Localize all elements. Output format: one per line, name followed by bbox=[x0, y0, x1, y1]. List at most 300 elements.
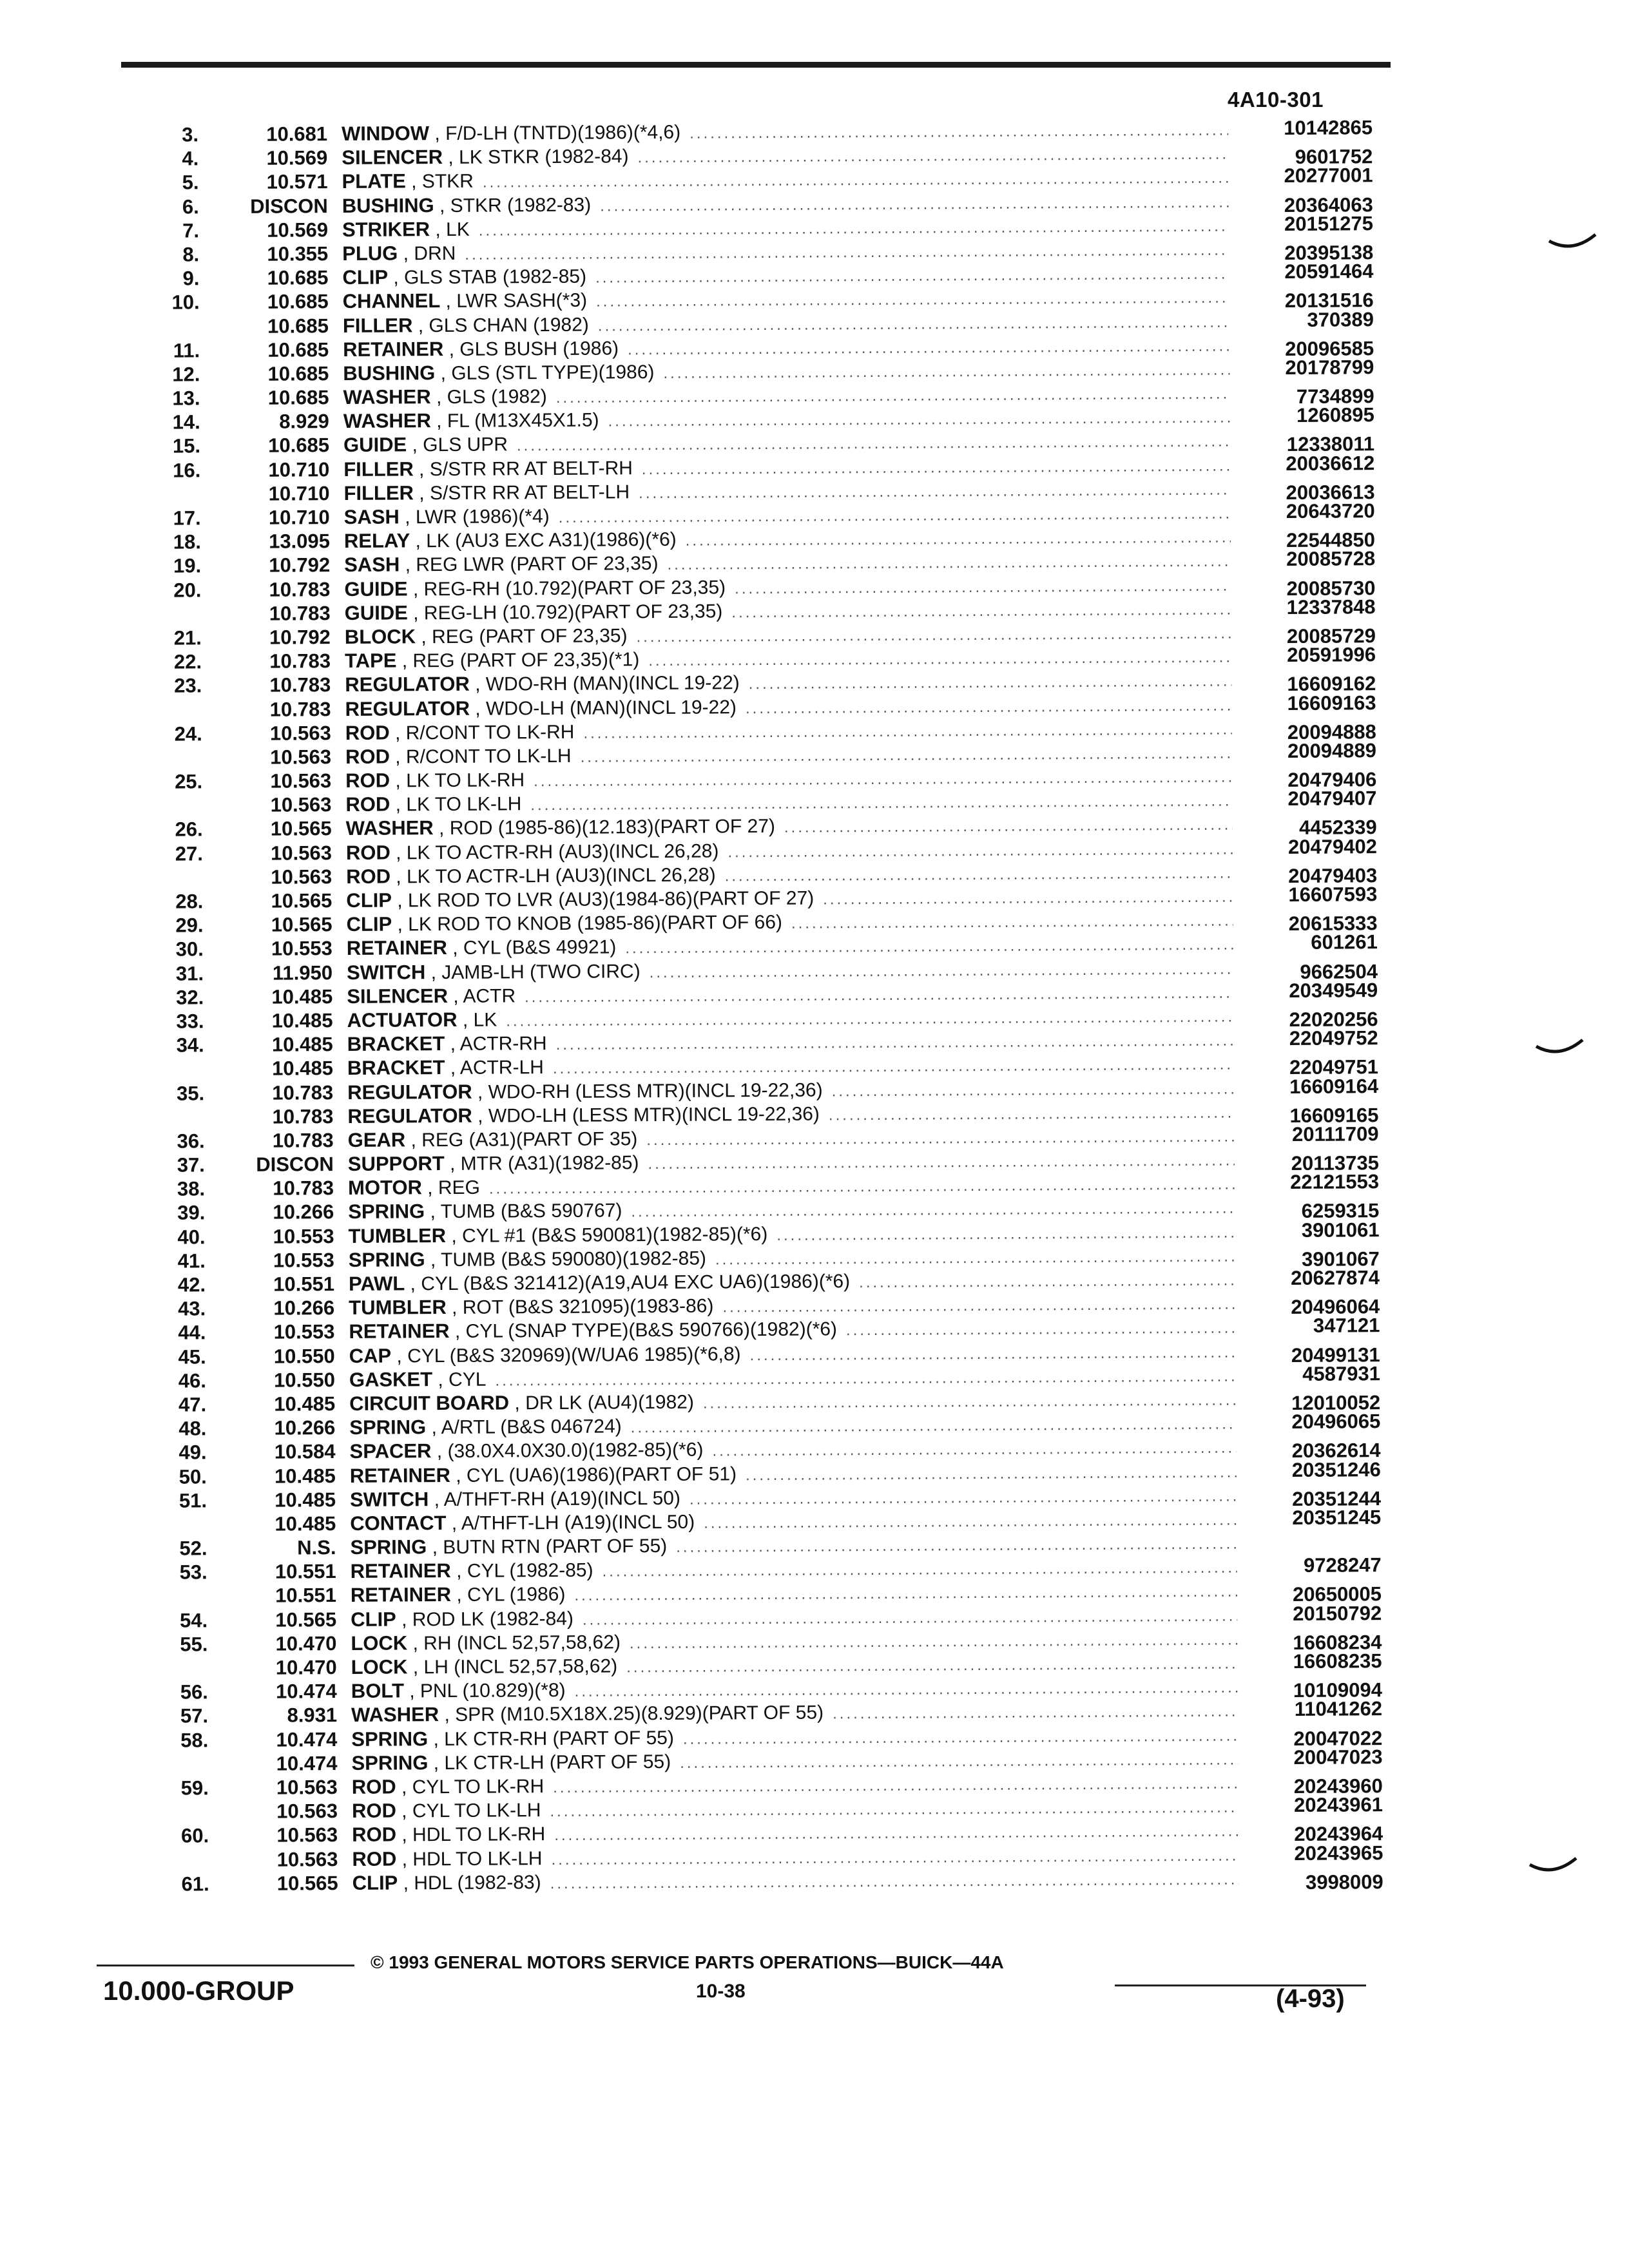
part-description bbox=[349, 1414, 622, 1439]
part-description bbox=[345, 648, 639, 673]
ref-number: 49. bbox=[178, 1441, 207, 1464]
part-name: REGULATOR bbox=[347, 1080, 472, 1104]
group-number: 10.565 bbox=[270, 817, 332, 841]
ref-number: 33. bbox=[176, 1010, 204, 1033]
group-number: 10.551 bbox=[275, 1584, 337, 1608]
part-description bbox=[343, 408, 599, 433]
binder-tick-mark bbox=[1527, 1856, 1579, 1881]
part-name: CIRCUIT BOARD bbox=[349, 1391, 510, 1415]
part-name: CLIP bbox=[342, 265, 389, 289]
dot-leader bbox=[650, 960, 1234, 982]
dot-leader bbox=[829, 1104, 1235, 1124]
part-name: FILLER bbox=[343, 457, 414, 481]
part-description bbox=[342, 265, 586, 289]
dot-leader bbox=[517, 433, 1230, 456]
part-number: 20351244 bbox=[1292, 1486, 1382, 1510]
part-description bbox=[348, 1176, 480, 1200]
part-qualifier: , CYL (1982-85) bbox=[450, 1559, 593, 1582]
dot-leader bbox=[832, 1080, 1235, 1100]
part-number: 20395138 bbox=[1284, 241, 1374, 264]
dot-leader bbox=[680, 1751, 1239, 1772]
part-name: CAP bbox=[349, 1344, 392, 1367]
part-qualifier: , CYL #1 (B&S 590081)(1982-85)(*6) bbox=[445, 1223, 768, 1247]
part-qualifier: , ROT (B&S 321095)(1983-86) bbox=[446, 1295, 714, 1319]
ref-number: 41. bbox=[177, 1249, 206, 1273]
ref-number bbox=[132, 620, 202, 621]
part-description bbox=[348, 1151, 639, 1176]
dot-leader bbox=[559, 505, 1231, 527]
dot-leader bbox=[712, 1439, 1236, 1461]
dot-leader bbox=[639, 481, 1231, 503]
dot-leader bbox=[583, 1607, 1237, 1629]
ref-number: 39. bbox=[177, 1201, 206, 1225]
group-number: 10.565 bbox=[276, 1871, 338, 1895]
group-number: 10.553 bbox=[273, 1224, 334, 1248]
group-number: 10.563 bbox=[269, 721, 331, 745]
part-qualifier: , GLS (1982) bbox=[430, 386, 547, 408]
part-number: 16609165 bbox=[1289, 1103, 1379, 1127]
part-description bbox=[351, 1678, 566, 1703]
part-qualifier: , REG LWR (PART OF 23,35) bbox=[400, 553, 659, 576]
ref-number: 21. bbox=[173, 626, 202, 649]
group-number: 10.563 bbox=[271, 865, 333, 889]
part-qualifier: , FL (M13X45X1.5) bbox=[430, 409, 599, 432]
ref-number: 3. bbox=[182, 123, 199, 146]
part-description bbox=[349, 1318, 837, 1344]
dot-leader bbox=[553, 1056, 1234, 1078]
group-number: 10.470 bbox=[275, 1656, 337, 1679]
ref-number bbox=[137, 1531, 207, 1532]
part-name: REGULATOR bbox=[345, 673, 470, 697]
dot-leader bbox=[506, 1008, 1233, 1030]
group-number: 10.685 bbox=[267, 386, 329, 409]
ref-number: 48. bbox=[178, 1417, 207, 1440]
part-description bbox=[345, 793, 521, 817]
part-description bbox=[352, 1774, 545, 1799]
part-qualifier: , LK ROD TO LVR (AU3)(1984-86)(PART OF 27) bbox=[391, 887, 815, 912]
part-name: BUSHING bbox=[342, 193, 434, 217]
part-description bbox=[351, 1701, 824, 1727]
part-name: RETAINER bbox=[350, 1583, 452, 1607]
ref-number: 46. bbox=[178, 1369, 207, 1392]
dot-leader bbox=[608, 409, 1230, 431]
group-number: 10.685 bbox=[267, 338, 329, 361]
part-number: 9728247 bbox=[1303, 1553, 1382, 1577]
ref-number bbox=[133, 764, 202, 765]
dot-leader bbox=[550, 1870, 1239, 1893]
part-name: GUIDE bbox=[344, 601, 408, 624]
part-description bbox=[348, 1222, 767, 1248]
part-number: 1260895 bbox=[1296, 403, 1374, 427]
ref-number bbox=[133, 812, 203, 813]
dot-leader bbox=[725, 864, 1233, 885]
ref-number: 55. bbox=[180, 1633, 208, 1656]
ref-number: 52. bbox=[179, 1537, 207, 1560]
part-name: BLOCK bbox=[344, 625, 416, 648]
ref-number: 36. bbox=[177, 1129, 205, 1153]
part-number: 20362614 bbox=[1291, 1439, 1381, 1463]
part-description bbox=[344, 528, 677, 553]
part-number: 3901067 bbox=[1302, 1247, 1380, 1271]
part-description bbox=[342, 193, 592, 217]
part-description bbox=[345, 624, 628, 649]
dot-leader bbox=[553, 1774, 1239, 1796]
part-number: 20096585 bbox=[1285, 336, 1374, 360]
part-number: 20627874 bbox=[1290, 1266, 1380, 1290]
ref-number: 27. bbox=[175, 841, 204, 865]
group-number: 10.474 bbox=[276, 1751, 338, 1775]
part-qualifier: , REG (PART OF 23,35)(*1) bbox=[396, 649, 640, 672]
part-name: ROD bbox=[346, 865, 391, 888]
part-description bbox=[347, 1078, 823, 1104]
part-qualifier: , GLS CHAN (1982) bbox=[412, 314, 589, 336]
part-number: 20178799 bbox=[1285, 356, 1374, 379]
ref-number: 45. bbox=[178, 1345, 206, 1369]
part-description bbox=[347, 984, 516, 1008]
ref-number: 43. bbox=[178, 1297, 206, 1320]
dot-leader bbox=[746, 1463, 1237, 1485]
ref-number: 57. bbox=[180, 1704, 209, 1727]
ref-number: 17. bbox=[173, 506, 201, 530]
part-name: BOLT bbox=[351, 1679, 405, 1703]
part-name: ROD bbox=[352, 1823, 397, 1847]
dot-leader bbox=[676, 1535, 1237, 1557]
part-number: 3901061 bbox=[1301, 1218, 1380, 1242]
part-description bbox=[346, 814, 775, 840]
group-number: 10.783 bbox=[272, 1081, 334, 1104]
part-name: SWITCH bbox=[346, 960, 426, 984]
dot-leader bbox=[628, 337, 1229, 359]
part-description bbox=[347, 1008, 497, 1032]
part-description bbox=[346, 910, 782, 936]
part-qualifier: , LK ROD TO KNOB (1985-86)(PART OF 66) bbox=[392, 912, 783, 936]
group-number: 10.563 bbox=[276, 1800, 338, 1823]
ref-number: 7. bbox=[182, 219, 200, 242]
ref-number: 13. bbox=[172, 387, 200, 410]
dot-leader bbox=[646, 1128, 1234, 1149]
group-number: N.S. bbox=[297, 1536, 336, 1559]
part-description bbox=[349, 1367, 487, 1391]
ref-number: 6. bbox=[182, 195, 199, 218]
part-qualifier: , SPR (M10.5X18X.25)(8.929)(PART OF 55) bbox=[439, 1702, 824, 1726]
part-number: 20094888 bbox=[1287, 720, 1376, 744]
dot-leader bbox=[735, 577, 1231, 598]
part-description bbox=[352, 1870, 541, 1895]
ref-number bbox=[133, 884, 203, 885]
part-name: TUMBLER bbox=[349, 1296, 447, 1320]
part-name: TUMBLER bbox=[348, 1224, 447, 1247]
group-number: 10.485 bbox=[274, 1392, 336, 1416]
header-rule bbox=[121, 62, 1391, 68]
part-number: 20150792 bbox=[1293, 1601, 1382, 1625]
part-name: LOCK bbox=[351, 1655, 408, 1678]
part-number: 10142865 bbox=[1284, 116, 1373, 140]
group-number: 10.783 bbox=[272, 1128, 334, 1152]
part-number: 20479407 bbox=[1287, 787, 1377, 811]
part-qualifier: , ACTR-RH bbox=[445, 1033, 547, 1055]
group-number: 10.565 bbox=[271, 913, 333, 936]
part-name: SPRING bbox=[350, 1535, 427, 1559]
part-number: 3998009 bbox=[1305, 1870, 1383, 1894]
dot-leader bbox=[722, 1296, 1235, 1317]
dot-leader bbox=[731, 601, 1231, 622]
part-number: 22121553 bbox=[1290, 1170, 1380, 1194]
part-description bbox=[349, 1294, 713, 1320]
part-description bbox=[351, 1654, 618, 1679]
dot-leader bbox=[596, 289, 1229, 311]
group-number: 10.563 bbox=[270, 841, 333, 865]
dot-leader bbox=[689, 122, 1228, 143]
part-description bbox=[345, 671, 740, 697]
group-number: 10.553 bbox=[273, 1320, 335, 1344]
date-code: (4-93) bbox=[1276, 1984, 1345, 2013]
group-number: 10.470 bbox=[275, 1631, 337, 1655]
part-qualifier: , CYL bbox=[432, 1369, 487, 1390]
part-number: 12010052 bbox=[1291, 1391, 1381, 1414]
part-name: ACTUATOR bbox=[347, 1008, 458, 1032]
group-number: 10.485 bbox=[275, 1512, 336, 1535]
ref-number: 5. bbox=[182, 171, 199, 194]
part-qualifier: , ROD LK (1982-84) bbox=[396, 1608, 574, 1631]
part-qualifier: , LWR SASH(*3) bbox=[440, 289, 588, 312]
part-name: CLIP bbox=[346, 889, 392, 912]
group-number: 10.569 bbox=[266, 146, 328, 169]
part-qualifier: , LK bbox=[457, 1009, 497, 1031]
group-number: DISCON bbox=[256, 1153, 334, 1176]
group-number: 10.783 bbox=[269, 697, 331, 721]
part-description bbox=[345, 720, 575, 744]
dot-leader bbox=[465, 242, 1229, 264]
dot-leader bbox=[846, 1320, 1236, 1340]
part-number: 9601752 bbox=[1295, 145, 1373, 169]
part-qualifier: , HDL (1982-83) bbox=[398, 1871, 541, 1894]
part-qualifier: , WDO-LH (MAN)(INCL 19-22) bbox=[469, 696, 737, 720]
part-name: SWITCH bbox=[349, 1487, 429, 1511]
dot-leader bbox=[530, 793, 1232, 815]
part-description bbox=[351, 1750, 671, 1775]
part-number: 347121 bbox=[1313, 1314, 1380, 1338]
part-number: 20131516 bbox=[1284, 289, 1374, 312]
ref-number: 54. bbox=[179, 1608, 208, 1632]
part-qualifier: , RH (INCL 52,57,58,62) bbox=[407, 1631, 621, 1655]
part-qualifier: , LK CTR-LH (PART OF 55) bbox=[428, 1751, 671, 1774]
part-name: GASKET bbox=[349, 1367, 433, 1391]
group-number: 8.929 bbox=[279, 410, 329, 433]
part-description bbox=[342, 242, 456, 265]
part-qualifier: , WDO-LH (LESS MTR)(INCL 19-22,36) bbox=[472, 1103, 820, 1127]
part-number: 20496065 bbox=[1291, 1410, 1381, 1434]
part-number: 22049751 bbox=[1289, 1055, 1379, 1079]
part-description bbox=[351, 1559, 593, 1583]
part-number: 20479406 bbox=[1287, 768, 1377, 792]
part-number: 4587931 bbox=[1302, 1361, 1380, 1385]
part-qualifier: , WDO-RH (LESS MTR)(INCL 19-22,36) bbox=[472, 1079, 823, 1103]
part-description bbox=[344, 552, 659, 577]
dot-leader bbox=[636, 625, 1231, 647]
part-description bbox=[349, 1269, 850, 1296]
dot-leader bbox=[534, 769, 1232, 791]
part-number: 16609163 bbox=[1287, 691, 1376, 715]
group-number: 8.931 bbox=[287, 1704, 338, 1727]
part-number: 12338011 bbox=[1286, 432, 1375, 456]
part-name: GUIDE bbox=[343, 433, 407, 457]
part-qualifier: , LK bbox=[429, 218, 470, 240]
dot-leader bbox=[525, 984, 1233, 1006]
part-number: 20094889 bbox=[1287, 739, 1377, 762]
group-number: 10.571 bbox=[266, 170, 328, 194]
part-qualifier: , R/CONT TO LK-LH bbox=[389, 745, 572, 768]
ref-number: 42. bbox=[177, 1273, 206, 1296]
page-number: 10-38 bbox=[696, 1981, 746, 2002]
part-name: BUSHING bbox=[343, 361, 436, 385]
part-description bbox=[351, 1606, 574, 1631]
part-qualifier: , MTR (A31)(1982-85) bbox=[444, 1152, 639, 1175]
part-number: 20036612 bbox=[1286, 451, 1375, 475]
ref-number: 23. bbox=[174, 674, 202, 697]
part-number: 9662504 bbox=[1300, 959, 1378, 983]
group-number: 10.569 bbox=[267, 218, 329, 242]
part-name: REGULATOR bbox=[345, 697, 470, 720]
group-number: 10.485 bbox=[271, 1033, 333, 1056]
part-number: 16607593 bbox=[1288, 883, 1378, 907]
ref-number: 56. bbox=[180, 1680, 208, 1704]
part-name: RETAINER bbox=[350, 1559, 451, 1583]
ref-number: 28. bbox=[175, 890, 204, 913]
part-qualifier: , LK CTR-RH (PART OF 55) bbox=[428, 1727, 675, 1750]
part-description bbox=[346, 887, 814, 912]
group-number: 10.563 bbox=[270, 745, 332, 769]
dot-leader bbox=[630, 1631, 1238, 1653]
dot-leader bbox=[689, 1487, 1237, 1508]
part-name: GUIDE bbox=[344, 577, 408, 601]
dot-leader bbox=[683, 1727, 1239, 1748]
part-description bbox=[343, 312, 589, 337]
part-name: BRACKET bbox=[347, 1032, 445, 1056]
ref-number: 31. bbox=[175, 961, 204, 985]
group-number: 10.681 bbox=[266, 122, 328, 146]
ref-number: 19. bbox=[173, 554, 202, 577]
part-qualifier: , LK TO LK-LH bbox=[390, 793, 522, 816]
group-number: 10.563 bbox=[276, 1823, 338, 1847]
part-number: 12337848 bbox=[1286, 595, 1376, 619]
part-name: RETAINER bbox=[346, 936, 448, 960]
part-qualifier: , REG (PART OF 23,35) bbox=[415, 625, 628, 648]
part-number: 20591996 bbox=[1287, 643, 1376, 667]
group-number: 10.685 bbox=[267, 314, 329, 338]
part-name: ROD bbox=[351, 1775, 396, 1798]
part-name: ROD bbox=[351, 1799, 396, 1823]
group-number: 10.783 bbox=[269, 577, 331, 601]
ref-number: 16. bbox=[173, 458, 201, 482]
part-name: GEAR bbox=[347, 1128, 406, 1151]
part-name: RETAINER bbox=[349, 1320, 450, 1343]
part-number: 20499131 bbox=[1291, 1343, 1380, 1367]
group-number: 10.783 bbox=[269, 601, 331, 625]
group-number: 10.474 bbox=[275, 1680, 337, 1703]
group-number: 10.563 bbox=[276, 1847, 338, 1871]
group-number: 10.485 bbox=[274, 1464, 336, 1488]
part-qualifier: , TUMB (B&S 590767) bbox=[425, 1200, 622, 1223]
part-qualifier: , LH (INCL 52,57,58,62) bbox=[407, 1655, 618, 1678]
part-number: 20243961 bbox=[1293, 1793, 1383, 1817]
dot-leader bbox=[648, 649, 1231, 671]
group-number: 10.792 bbox=[269, 626, 331, 649]
ref-number: 44. bbox=[178, 1321, 206, 1344]
dot-leader bbox=[631, 1416, 1237, 1437]
part-number: 20351245 bbox=[1292, 1506, 1382, 1529]
part-number: 11041262 bbox=[1294, 1697, 1383, 1721]
ref-number: 12. bbox=[172, 363, 200, 386]
part-qualifier: , REG (A31)(PART OF 35) bbox=[405, 1128, 638, 1151]
ref-number bbox=[130, 333, 200, 334]
group-number: 10.565 bbox=[275, 1608, 337, 1631]
part-qualifier: , REG-RH (10.792)(PART OF 23,35) bbox=[407, 576, 726, 600]
part-name: RETAINER bbox=[343, 337, 444, 361]
part-name: ROD bbox=[345, 841, 390, 864]
group-number: 10.551 bbox=[273, 1273, 335, 1296]
part-qualifier: , JAMB-LH (TWO CIRC) bbox=[425, 960, 641, 983]
part-number: 20085729 bbox=[1286, 624, 1376, 648]
dot-leader bbox=[715, 1247, 1235, 1269]
part-description bbox=[342, 144, 628, 169]
part-qualifier: , DRN bbox=[398, 242, 456, 265]
copyright-notice: © 1993 GENERAL MOTORS SERVICE PARTS OPERATIONS—BUICK—44A bbox=[371, 1952, 1004, 1972]
part-number: 370389 bbox=[1307, 307, 1374, 331]
group-number: 10.710 bbox=[268, 481, 330, 505]
part-qualifier: , LK (AU3 EXC A31)(1986)(*6) bbox=[410, 529, 677, 552]
part-name: SASH bbox=[343, 505, 400, 528]
group-number: 10.355 bbox=[267, 242, 329, 265]
part-qualifier: , GLS UPR bbox=[407, 434, 508, 456]
group-number: 10.584 bbox=[274, 1440, 336, 1463]
group-number: 10.563 bbox=[270, 793, 332, 816]
part-number: 16609164 bbox=[1289, 1074, 1379, 1098]
dot-leader bbox=[556, 1032, 1234, 1054]
part-qualifier: , TUMB (B&S 590080)(1982-85) bbox=[425, 1247, 707, 1271]
part-number: 7734899 bbox=[1296, 385, 1374, 408]
group-number: 10.792 bbox=[269, 553, 331, 577]
part-name: WASHER bbox=[343, 385, 431, 409]
part-qualifier: , A/THFT-RH (A19)(INCL 50) bbox=[429, 1487, 681, 1510]
group-number: 10.710 bbox=[268, 457, 330, 481]
part-qualifier: , CYL (1986) bbox=[451, 1584, 566, 1606]
dot-leader bbox=[483, 169, 1229, 192]
part-name: SASH bbox=[344, 553, 400, 577]
part-name: WASHER bbox=[343, 409, 432, 433]
part-qualifier: , BUTN RTN (PART OF 55) bbox=[427, 1535, 668, 1559]
ref-number: 14. bbox=[172, 410, 200, 434]
dot-leader bbox=[823, 889, 1233, 909]
dot-leader bbox=[642, 457, 1231, 479]
part-description bbox=[347, 1055, 544, 1080]
group-number: 10.685 bbox=[267, 361, 329, 385]
dot-leader bbox=[704, 1511, 1237, 1532]
part-number: 20047022 bbox=[1293, 1726, 1383, 1750]
part-qualifier: , LWR (1986)(*4) bbox=[399, 506, 550, 528]
group-number: 10.553 bbox=[273, 1248, 334, 1272]
part-name: ROD bbox=[352, 1847, 397, 1870]
group-number: 10.550 bbox=[273, 1368, 336, 1392]
part-number: 20643720 bbox=[1286, 499, 1375, 523]
part-name: WASHER bbox=[345, 816, 434, 840]
dot-leader bbox=[749, 673, 1232, 694]
group-number: DISCON bbox=[250, 194, 328, 218]
part-number: 16609162 bbox=[1287, 672, 1376, 696]
part-number: 20243960 bbox=[1293, 1774, 1383, 1798]
part-qualifier: , S/STR RR AT BELT-RH bbox=[413, 457, 633, 480]
part-number: 20047023 bbox=[1293, 1745, 1383, 1769]
part-name: SILENCER bbox=[347, 984, 448, 1008]
